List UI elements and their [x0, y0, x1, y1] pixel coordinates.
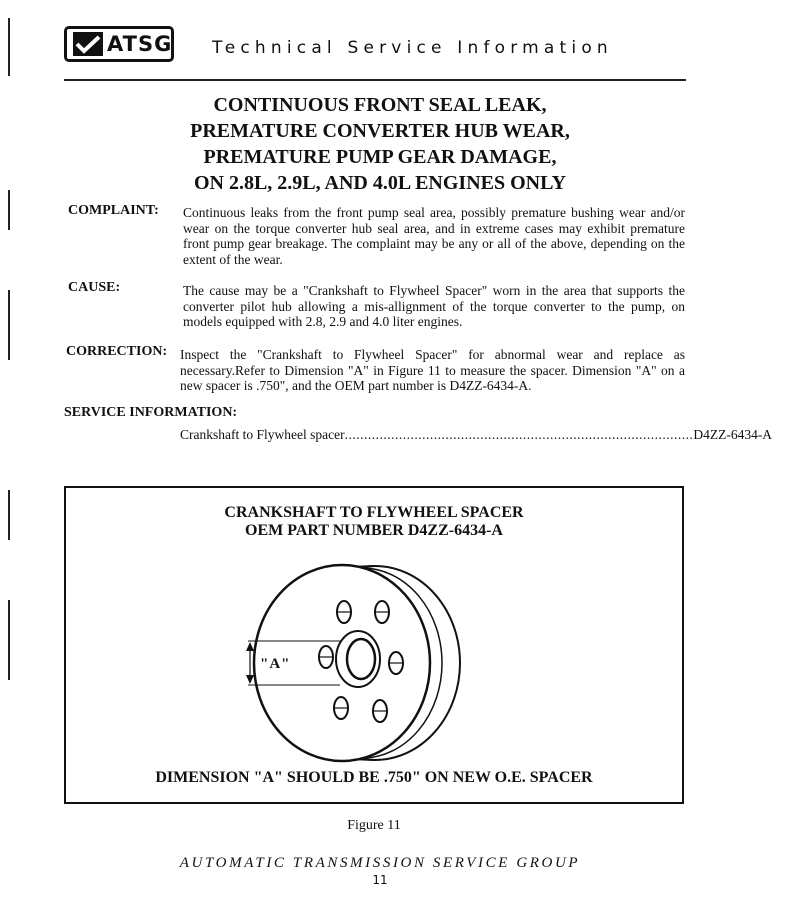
- figure-dimension-note: DIMENSION "A" SHOULD BE .750" ON NEW O.E. SPACER: [155, 769, 593, 786]
- complaint-label: COMPLAINT:: [68, 203, 159, 218]
- bulletin-headline: [150, 92, 610, 196]
- spacer-hub-bore: [347, 639, 375, 679]
- scan-edge-mark: [8, 18, 10, 76]
- cause-label: CAUSE:: [68, 280, 121, 295]
- header-title: Technical Service Information: [212, 38, 613, 58]
- arrow-head-down: [246, 675, 254, 684]
- figure-title: [64, 504, 684, 540]
- scan-edge-mark: [8, 190, 10, 230]
- service-information-line: [180, 427, 773, 443]
- headline-line: ON 2.8L, 2.9L, AND 4.0L ENGINES ONLY: [193, 172, 567, 194]
- header-divider: [64, 79, 686, 81]
- figure-title-line: CRANKSHAFT TO FLYWHEEL SPACER: [224, 504, 524, 521]
- correction-label: CORRECTION:: [66, 344, 168, 359]
- headline-line: PREMATURE PUMP GEAR DAMAGE,: [203, 146, 557, 168]
- atsg-logo: [64, 26, 174, 62]
- scan-edge-mark: [8, 600, 10, 680]
- service-part-number: D4ZZ-6434-A: [693, 427, 773, 442]
- headline-line: CONTINUOUS FRONT SEAL LEAK,: [213, 94, 547, 116]
- complaint-text: Continuous leaks from the front pump seal area, possibly premature bushing wear and/or wear on the torque converter hub seal area, and in extreme cases may exhibit premature front pump gear breakage. The complaint may be any or all of the above, depending on the extent of the wear.: [183, 205, 685, 267]
- page-number: 11: [372, 873, 388, 887]
- dot-leader: ..........................................................................................: [344, 427, 694, 442]
- figure-title-line: OEM PART NUMBER D4ZZ-6434-A: [245, 522, 503, 539]
- scan-edge-mark: [8, 290, 10, 360]
- scan-edge-mark: [8, 490, 10, 540]
- footer-organization: AUTOMATIC TRANSMISSION SERVICE GROUP: [179, 855, 581, 871]
- figure-label: Figure 11: [347, 818, 401, 833]
- dimension-a-label: "A": [260, 656, 291, 672]
- cause-text: The cause may be a "Crankshaft to Flywheel Spacer" worn in the area that supports the converter pilot hub allowing a mis-allignment of the torque converter to the pump, on models equipped with 2.8, 2.9 and 4.0 liter engines.: [183, 283, 685, 329]
- correction-text: Inspect the "Crankshaft to Flywheel Spacer" for abnormal wear and replace as necessary.Refer to Dimension "A" in Figure 11 to measure the spacer. Dimension "A" on a new spacer is .750", and the OEM part number is D4ZZ-6434-A.: [180, 347, 685, 393]
- headline-line: PREMATURE CONVERTER HUB WEAR,: [190, 120, 570, 142]
- checkmark-icon: [73, 32, 103, 56]
- logo-text: ATSG: [107, 32, 173, 56]
- service-item-name: Crankshaft to Flywheel spacer: [180, 427, 345, 442]
- service-information-label: SERVICE INFORMATION:: [64, 405, 238, 420]
- arrow-head-up: [246, 642, 254, 651]
